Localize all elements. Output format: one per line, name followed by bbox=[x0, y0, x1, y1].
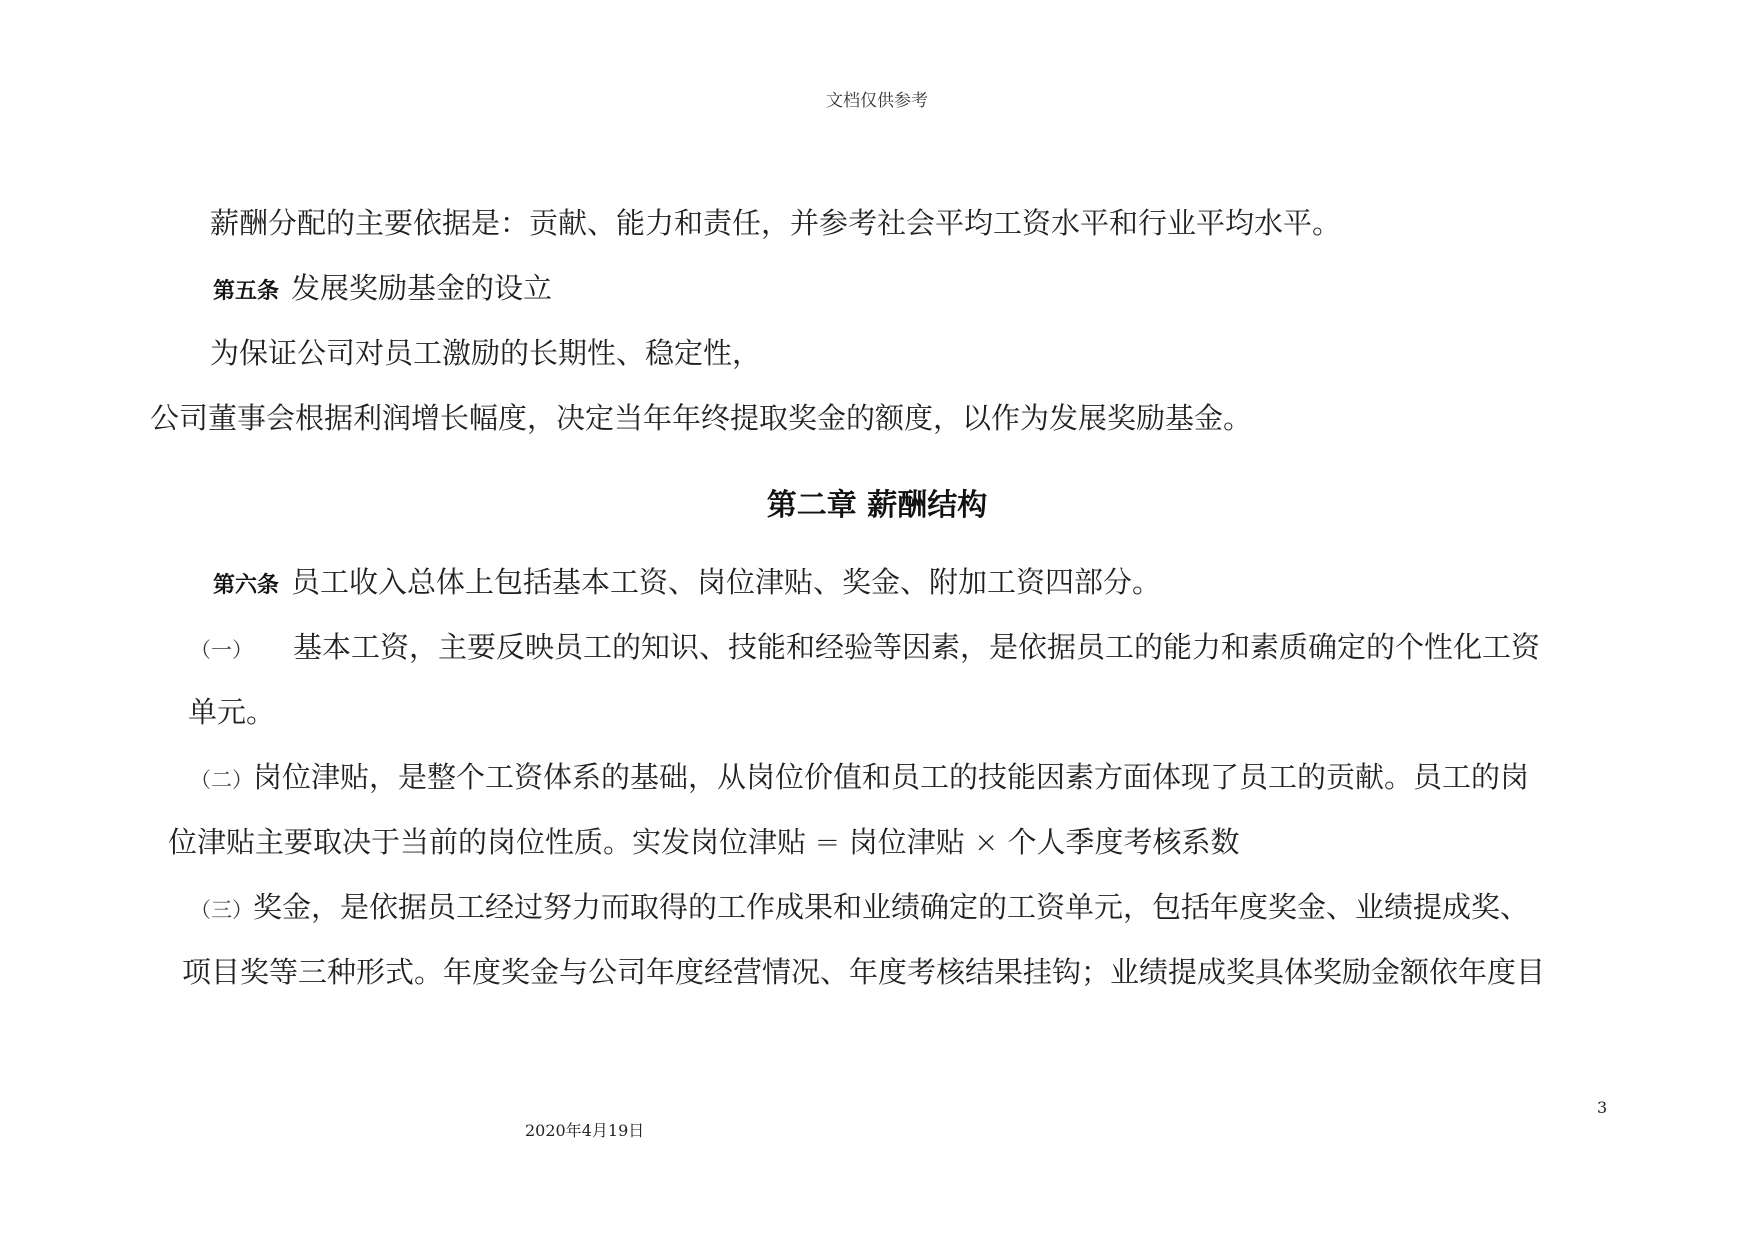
paragraph-salary-basis: 薪酬分配的主要依据是：贡献、能力和责任，并参考社会平均工资水平和行业平均水平。 bbox=[210, 206, 1342, 240]
paragraph-fund-line-1: 为保证公司对员工激励的长期性、稳定性， bbox=[210, 336, 762, 370]
item-1-line-1 bbox=[190, 627, 1540, 670]
page-number: 3 bbox=[1597, 1098, 1608, 1117]
item-2-line-2: 位津贴主要取决于当前的岗位性质。实发岗位津贴 = 岗位津贴 × 个人季度考核系数 bbox=[168, 825, 1240, 859]
chapter-2-title: 第二章 薪酬结构 bbox=[766, 488, 988, 523]
article-5-title: 发展奖励基金的设立 bbox=[291, 271, 553, 305]
item-2-enum: （二） bbox=[190, 768, 253, 792]
article-6-label: 第六条 bbox=[213, 572, 280, 598]
item-1-text: 基本工资，主要反映员工的知识、技能和经验等因素，是依据员工的能力和素质确定的个性化工资 bbox=[293, 630, 1541, 664]
item-3-line-1 bbox=[190, 887, 1529, 930]
article-5-label: 第五条 bbox=[213, 278, 280, 304]
item-3-line-2: 项目奖等三种形式。年度奖金与公司年度经营情况、年度考核结果挂钩；业绩提成奖具体奖励金额依年度目 bbox=[182, 955, 1546, 989]
item-3-text: 奖金，是依据员工经过努力而取得的工作成果和业绩确定的工资单元，包括年度奖金、业绩提成奖、 bbox=[253, 890, 1530, 924]
article-6-paragraph bbox=[213, 562, 1161, 605]
item-3-enum: （三） bbox=[190, 898, 253, 922]
paragraph-fund-line-2: 公司董事会根据利润增长幅度，决定当年年终提取奖金的额度，以作为发展奖励基金。 bbox=[150, 401, 1253, 435]
article-5-heading bbox=[213, 268, 552, 311]
item-2-line-1 bbox=[190, 757, 1529, 800]
article-6-text: 员工收入总体上包括基本工资、岗位津贴、奖金、附加工资四部分。 bbox=[291, 565, 1162, 599]
footer-date: 2020年4月19日 bbox=[525, 1121, 645, 1140]
item-1-enum: （一） bbox=[190, 638, 253, 662]
header-note: 文档仅供参考 bbox=[826, 91, 928, 111]
item-2-text: 岗位津贴，是整个工资体系的基础，从岗位价值和员工的技能因素方面体现了员工的贡献。员工的岗 bbox=[253, 760, 1530, 794]
item-1-line-2: 单元。 bbox=[188, 695, 276, 729]
